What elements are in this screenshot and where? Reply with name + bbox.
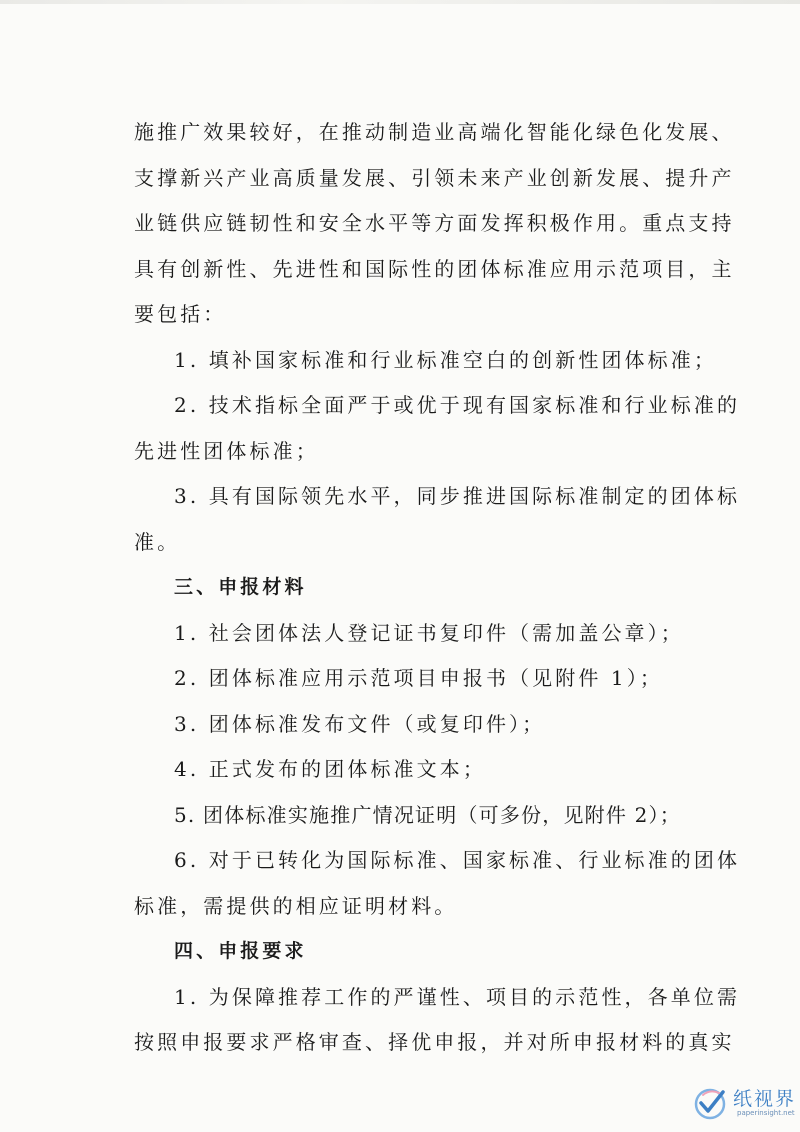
document-body xyxy=(134,120,741,1077)
list-item: 3. 团体标准发布文件（或复印件）； xyxy=(174,711,546,736)
section-heading: 四、申报要求 xyxy=(174,940,307,962)
list-item: 2. 团体标准应用示范项目申报书（见附件 1）； xyxy=(174,666,663,690)
paperinsight-logo-icon xyxy=(693,1086,729,1120)
watermark-name: 纸视界 xyxy=(733,1088,797,1110)
watermark xyxy=(693,1082,797,1126)
scan-edge xyxy=(0,0,800,4)
list-item-continuation: 准。 xyxy=(134,529,181,554)
body-line: 支撑新兴产业高质量发展、引领未来产业创新发展、提升产 xyxy=(134,165,735,190)
body-line: 要包括： xyxy=(134,302,227,326)
body-line: 业链供应链韧性和安全水平等方面发挥积极作用。重点支持 xyxy=(134,211,735,235)
list-item-continuation: 按照申报要求严格审查、择优申报，并对所申报材料的真实 xyxy=(134,1030,735,1054)
list-item: 2. 技术指标全面严于或优于现有国家标准和行业标准的 xyxy=(174,393,741,417)
list-item: 4. 正式发布的团体标准文本； xyxy=(174,757,486,781)
list-item: 1. 社会团体法人登记证书复印件（需加盖公章）； xyxy=(174,620,684,645)
list-item-continuation: 标准，需提供的相应证明材料。 xyxy=(134,893,458,918)
list-item: 1. 填补国家标准和行业标准空白的创新性团体标准； xyxy=(174,347,717,372)
watermark-url: paperinsight.net xyxy=(737,1109,795,1117)
list-item-continuation: 先进性团体标准； xyxy=(134,438,319,463)
list-item: 3. 具有国际领先水平，同步推进国际标准制定的团体标 xyxy=(174,484,741,508)
list-item: 5. 团体标准实施推广情况证明（可多份，见附件 2）； xyxy=(174,802,681,827)
list-item: 6. 对于已转化为国际标准、国家标准、行业标准的团体 xyxy=(174,848,741,872)
body-line: 施推广效果较好，在推动制造业高端化智能化绿色化发展、 xyxy=(134,120,735,144)
body-line: 具有创新性、先进性和国际性的团体标准应用示范项目，主 xyxy=(134,256,735,281)
list-item: 1. 为保障推荐工作的严谨性、项目的示范性，各单位需 xyxy=(174,984,741,1009)
section-heading: 三、申报材料 xyxy=(174,576,307,598)
